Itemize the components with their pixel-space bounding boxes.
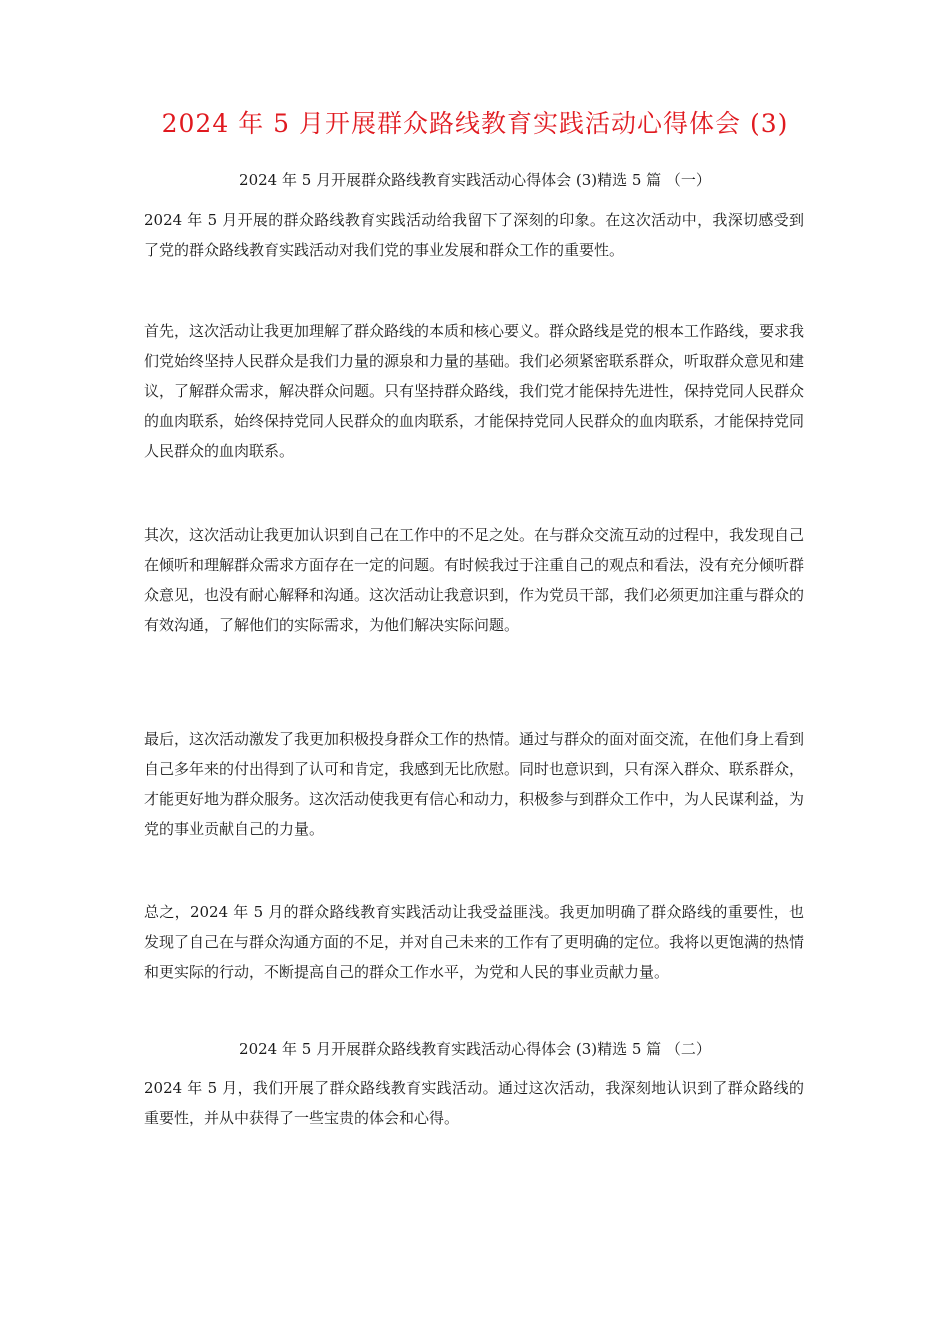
section-heading-2: 2024 年 5 月开展群众路线教育实践活动心得体会 (3)精选 5 篇 （二）	[239, 1040, 711, 1058]
paragraph: 2024 年 5 月开展的群众路线教育实践活动给我留下了深刻的印象。在这次活动中，我深切感受到了党的群众路线教育实践活动对我们党的事业发展和群众工作的重要性。	[144, 211, 804, 259]
paragraph: 总之，2024 年 5 月的群众路线教育实践活动让我受益匪浅。我更加明确了群众路线的重要性，也发现了自己在与群众沟通方面的不足，并对自己未来的工作有了更明确的定位。我将以更饱满的热情和更实际的行动，不断提高自己的群众工作水平，为党和人民的事业贡献力量。	[144, 903, 805, 981]
section-heading-1: 2024 年 5 月开展群众路线教育实践活动心得体会 (3)精选 5 篇 （一）	[239, 171, 711, 189]
paragraph: 首先，这次活动让我更加理解了群众路线的本质和核心要义。群众路线是党的根本工作路线，要求我们党始终坚持人民群众是我们力量的源泉和力量的基础。我们必须紧密联系群众，听取群众意见和建议，了解群众需求，解决群众问题。只有坚持群众路线，我们党才能保持先进性，保持党同人民群众的血肉联系，始终保持党同人民群众的血肉联系，才能保持党同人民群众的血肉联系，才能保持党同人民群众的血肉联系。	[144, 322, 805, 460]
paragraph: 其次，这次活动让我更加认识到自己在工作中的不足之处。在与群众交流互动的过程中，我发现自己在倾听和理解群众需求方面存在一定的问题。有时候我过于注重自己的观点和看法，没有充分倾听群众意见，也没有耐心解释和沟通。这次活动让我意识到，作为党员干部，我们必须更加注重与群众的有效沟通，了解他们的实际需求，为他们解决实际问题。	[144, 526, 805, 634]
document-title: 2024 年 5 月开展群众路线教育实践活动心得体会 (3)	[161, 109, 789, 138]
paragraph: 2024 年 5 月，我们开展了群众路线教育实践活动。通过这次活动，我深刻地认识到了群众路线的重要性，并从中获得了一些宝贵的体会和心得。	[144, 1079, 804, 1127]
paragraph: 最后，这次活动激发了我更加积极投身群众工作的热情。通过与群众的面对面交流，在他们身上看到自己多年来的付出得到了认可和肯定，我感到无比欣慰。同时也意识到，只有深入群众、联系群众，才能更好地为群众服务。这次活动使我更有信心和动力，积极参与到群众工作中，为人民谋利益，为党的事业贡献自己的力量。	[144, 730, 805, 838]
